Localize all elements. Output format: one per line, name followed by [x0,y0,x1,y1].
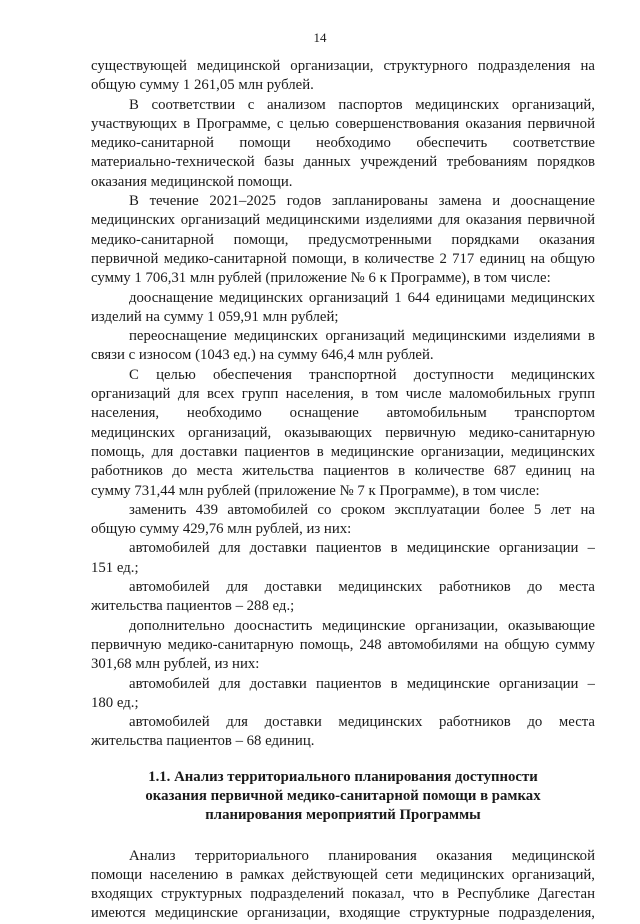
text-line: сумму 731,44 млн рублей (приложение № 7 к Программе), в том числе: [91,482,540,499]
text-line: жительства пациентов – 288 ед.; [91,598,295,615]
paragraph [91,366,595,501]
paragraph [91,539,595,578]
text-line: общую сумму 1 261,05 млн рублей. [91,77,314,94]
paragraph [91,96,595,192]
paragraph [91,501,595,540]
text-line: имеются медицинские организации, входящие структурные подразделения, [91,905,595,922]
paragraph [91,578,595,617]
paragraph [91,713,595,752]
text-line: В течение 2021–2025 годов запланированы замена и дооснащение [129,193,595,210]
text-line: изделий на сумму 1 059,91 млн рублей; [91,308,339,325]
text-line: связи с износом (1043 ед.) на сумму 646,4 млн рублей. [91,347,434,364]
paragraph [91,675,595,714]
text-line: автомобилей для доставки пациентов в медицинские организации – [129,675,595,692]
text-line: сумму 1 706,31 млн рублей (приложение № 6 к Программе), в том числе: [91,270,551,287]
text-line: существующей медицинской организации, структурного подразделения на [91,58,595,74]
text-line: первичную медико-санитарную помощь, 248 автомобилями на общую сумму [91,636,595,653]
text-line: участвующих в Программе, с целью совершенствования оказания первичной [91,115,595,132]
page-number: 14 [313,30,327,45]
body-paragraphs [91,57,595,752]
text-line: 301,68 млн рублей, из них: [91,656,260,673]
text-line: первичной медико-санитарной помощи, в количестве 2 717 единиц на общую [91,250,595,267]
text-line: дооснащение медицинских организаций 1 644 единицами медицинских [129,289,595,306]
spacer [91,752,595,768]
text-line: населения, необходимо оснащение автомобильным транспортом [91,405,595,422]
text-line: работников до места жительства пациентов в количестве 687 единиц на [91,463,595,480]
text-line: медицинских организаций, оказывающих первичную медико-санитарную [91,424,595,441]
text-line: автомобилей для доставки медицинских работников до места [129,579,595,596]
text-line: оказания медицинской помощи. [91,173,293,190]
paragraph [91,617,595,675]
text-line: 151 ед.; [91,559,139,576]
text-line: переоснащение медицинских организаций медицинскими изделиями в [129,328,595,345]
text-line: помощи населению в рамках действующей сети медицинских организаций, [91,866,595,883]
text-line: общую сумму 429,76 млн рублей, из них: [91,521,352,538]
paragraph [91,57,595,96]
text-line: автомобилей для доставки пациентов в медицинские организации – [129,540,595,557]
text-line: медико-санитарной помощи, предусмотренными порядками оказания [91,231,595,248]
paragraph [91,289,595,328]
text-line: С целью обеспечения транспортной доступности медицинских [129,366,595,383]
text-line: Анализ территориального планирования оказания медицинской [129,847,595,864]
text-line: материально-технической базы данных учреждений требованиям порядков [91,154,595,171]
text-line: медико-санитарной помощи необходимо обеспечить соответствие [91,135,595,152]
text-line: 180 ед.; [91,694,139,711]
text-line: дополнительно дооснастить медицинские организации, оказывающие [129,617,595,634]
text-line: жительства пациентов – 68 единиц. [91,733,315,750]
final-paragraph [91,847,595,924]
paragraph [91,192,595,288]
text-line: заменить 439 автомобилей со сроком эксплуатации более 5 лет на [129,501,595,518]
heading-line: 1.1. Анализ территориального планирования доступности [148,768,538,785]
text-line: входящих структурных подразделений показал, что в Республике Дагестан [91,886,595,903]
spacer [91,826,595,847]
heading-line: планирования мероприятий Программы [205,807,481,824]
document-body [91,57,595,924]
text-line: медицинских организаций медицинскими изделиями для оказания первичной [91,212,595,229]
paragraph [91,327,595,366]
text-line: помощь, для доставки пациентов в медицинские организации, медицинских [91,443,595,460]
text-line: автомобилей для доставки медицинских работников до места [129,714,595,731]
text-line: организаций для всех групп населения, в том числе маломобильных групп [91,386,595,403]
text-line: В соответствии с анализом паспортов медицинских организаций, [129,96,595,113]
heading-line: оказания первичной медико-санитарной помощи в рамках [145,787,541,804]
section-heading [91,768,595,826]
